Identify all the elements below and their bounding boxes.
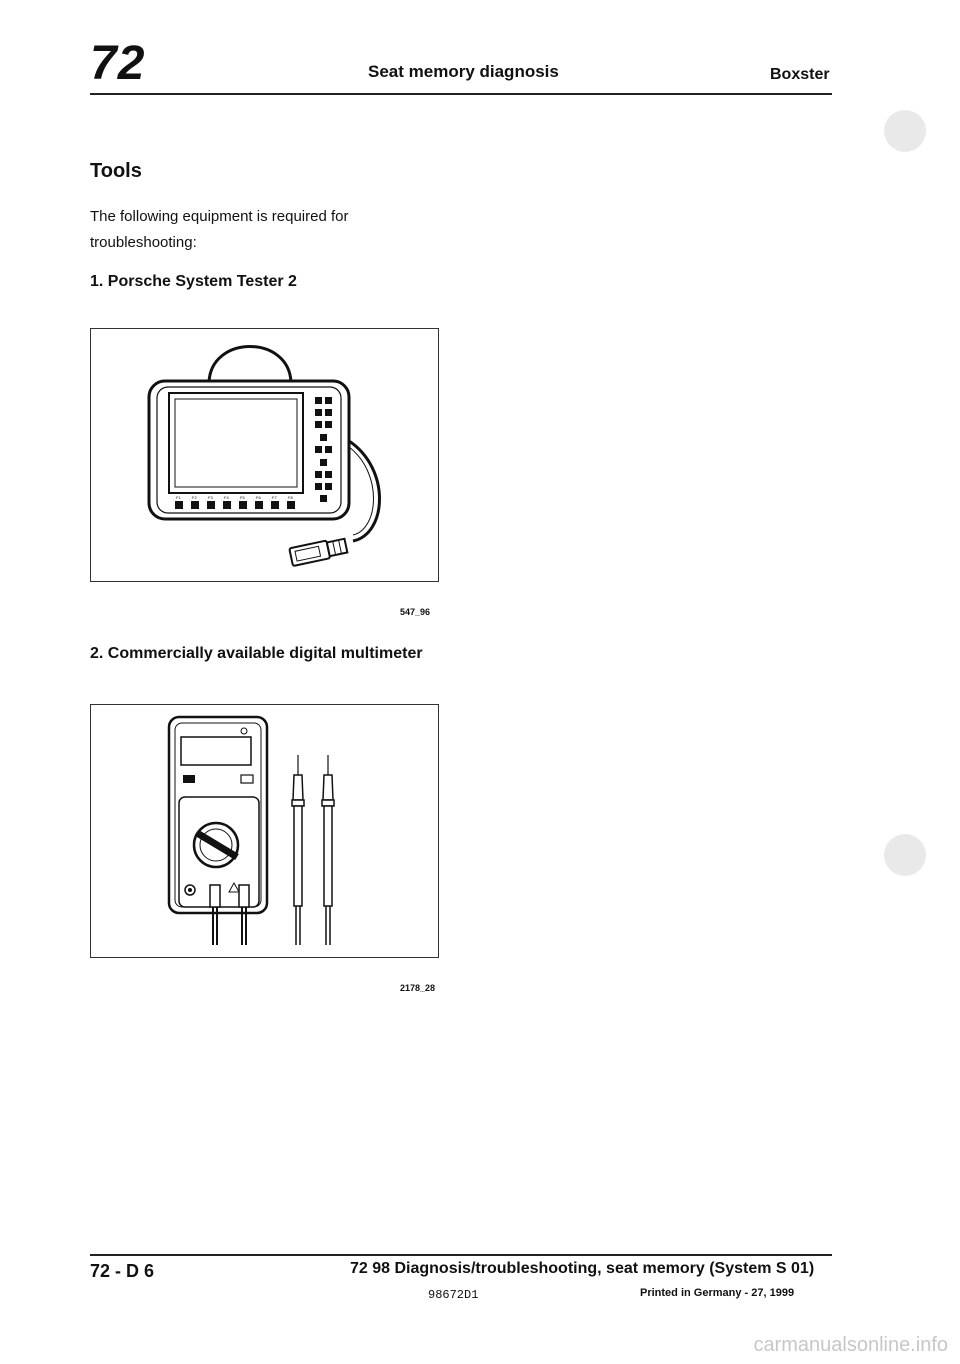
chapter-number: 72 — [90, 37, 146, 90]
page-number: 72 - D 6 — [90, 1261, 155, 1281]
footer-rule — [90, 1254, 832, 1256]
figure-code: 547_96 — [400, 607, 431, 617]
part-number: 98672D1 — [428, 1288, 479, 1302]
tester-key-label: F5 — [240, 495, 245, 500]
tool-item-multimeter: 2. Commercially available digital multimeter — [90, 645, 423, 662]
watermark[interactable]: carmanualsonline.info — [753, 1334, 948, 1356]
page-header-title: Seat memory diagnosis — [368, 62, 559, 81]
punch-hole-bottom — [884, 834, 926, 876]
tester-key-label: F8 — [288, 495, 293, 500]
header-rule — [90, 93, 832, 95]
page-header-model: Boxster — [770, 66, 830, 83]
punch-hole-top — [884, 110, 926, 152]
tester-key-label: F2 — [192, 495, 197, 500]
tester-key-label: F3 — [208, 495, 213, 500]
figure-system-tester — [90, 328, 439, 582]
footer-title: 72 98 Diagnosis/troubleshooting, seat memory (System S 01) — [350, 1260, 815, 1277]
tester-key-label: F6 — [256, 495, 261, 500]
tester-key-label: F7 — [272, 495, 277, 500]
printed-note: Printed in Germany - 27, 1999 — [640, 1287, 795, 1299]
figure-multimeter — [90, 704, 439, 958]
tester-key-label: F1 — [176, 495, 181, 500]
section-heading: Tools — [90, 160, 142, 182]
tester-key-label: F4 — [224, 495, 229, 500]
tool-item-system-tester: 1. Porsche System Tester 2 — [90, 273, 297, 290]
intro-paragraph: The following equipment is required for troubleshooting: — [90, 208, 349, 251]
figure-code: 2178_28 — [400, 983, 436, 993]
